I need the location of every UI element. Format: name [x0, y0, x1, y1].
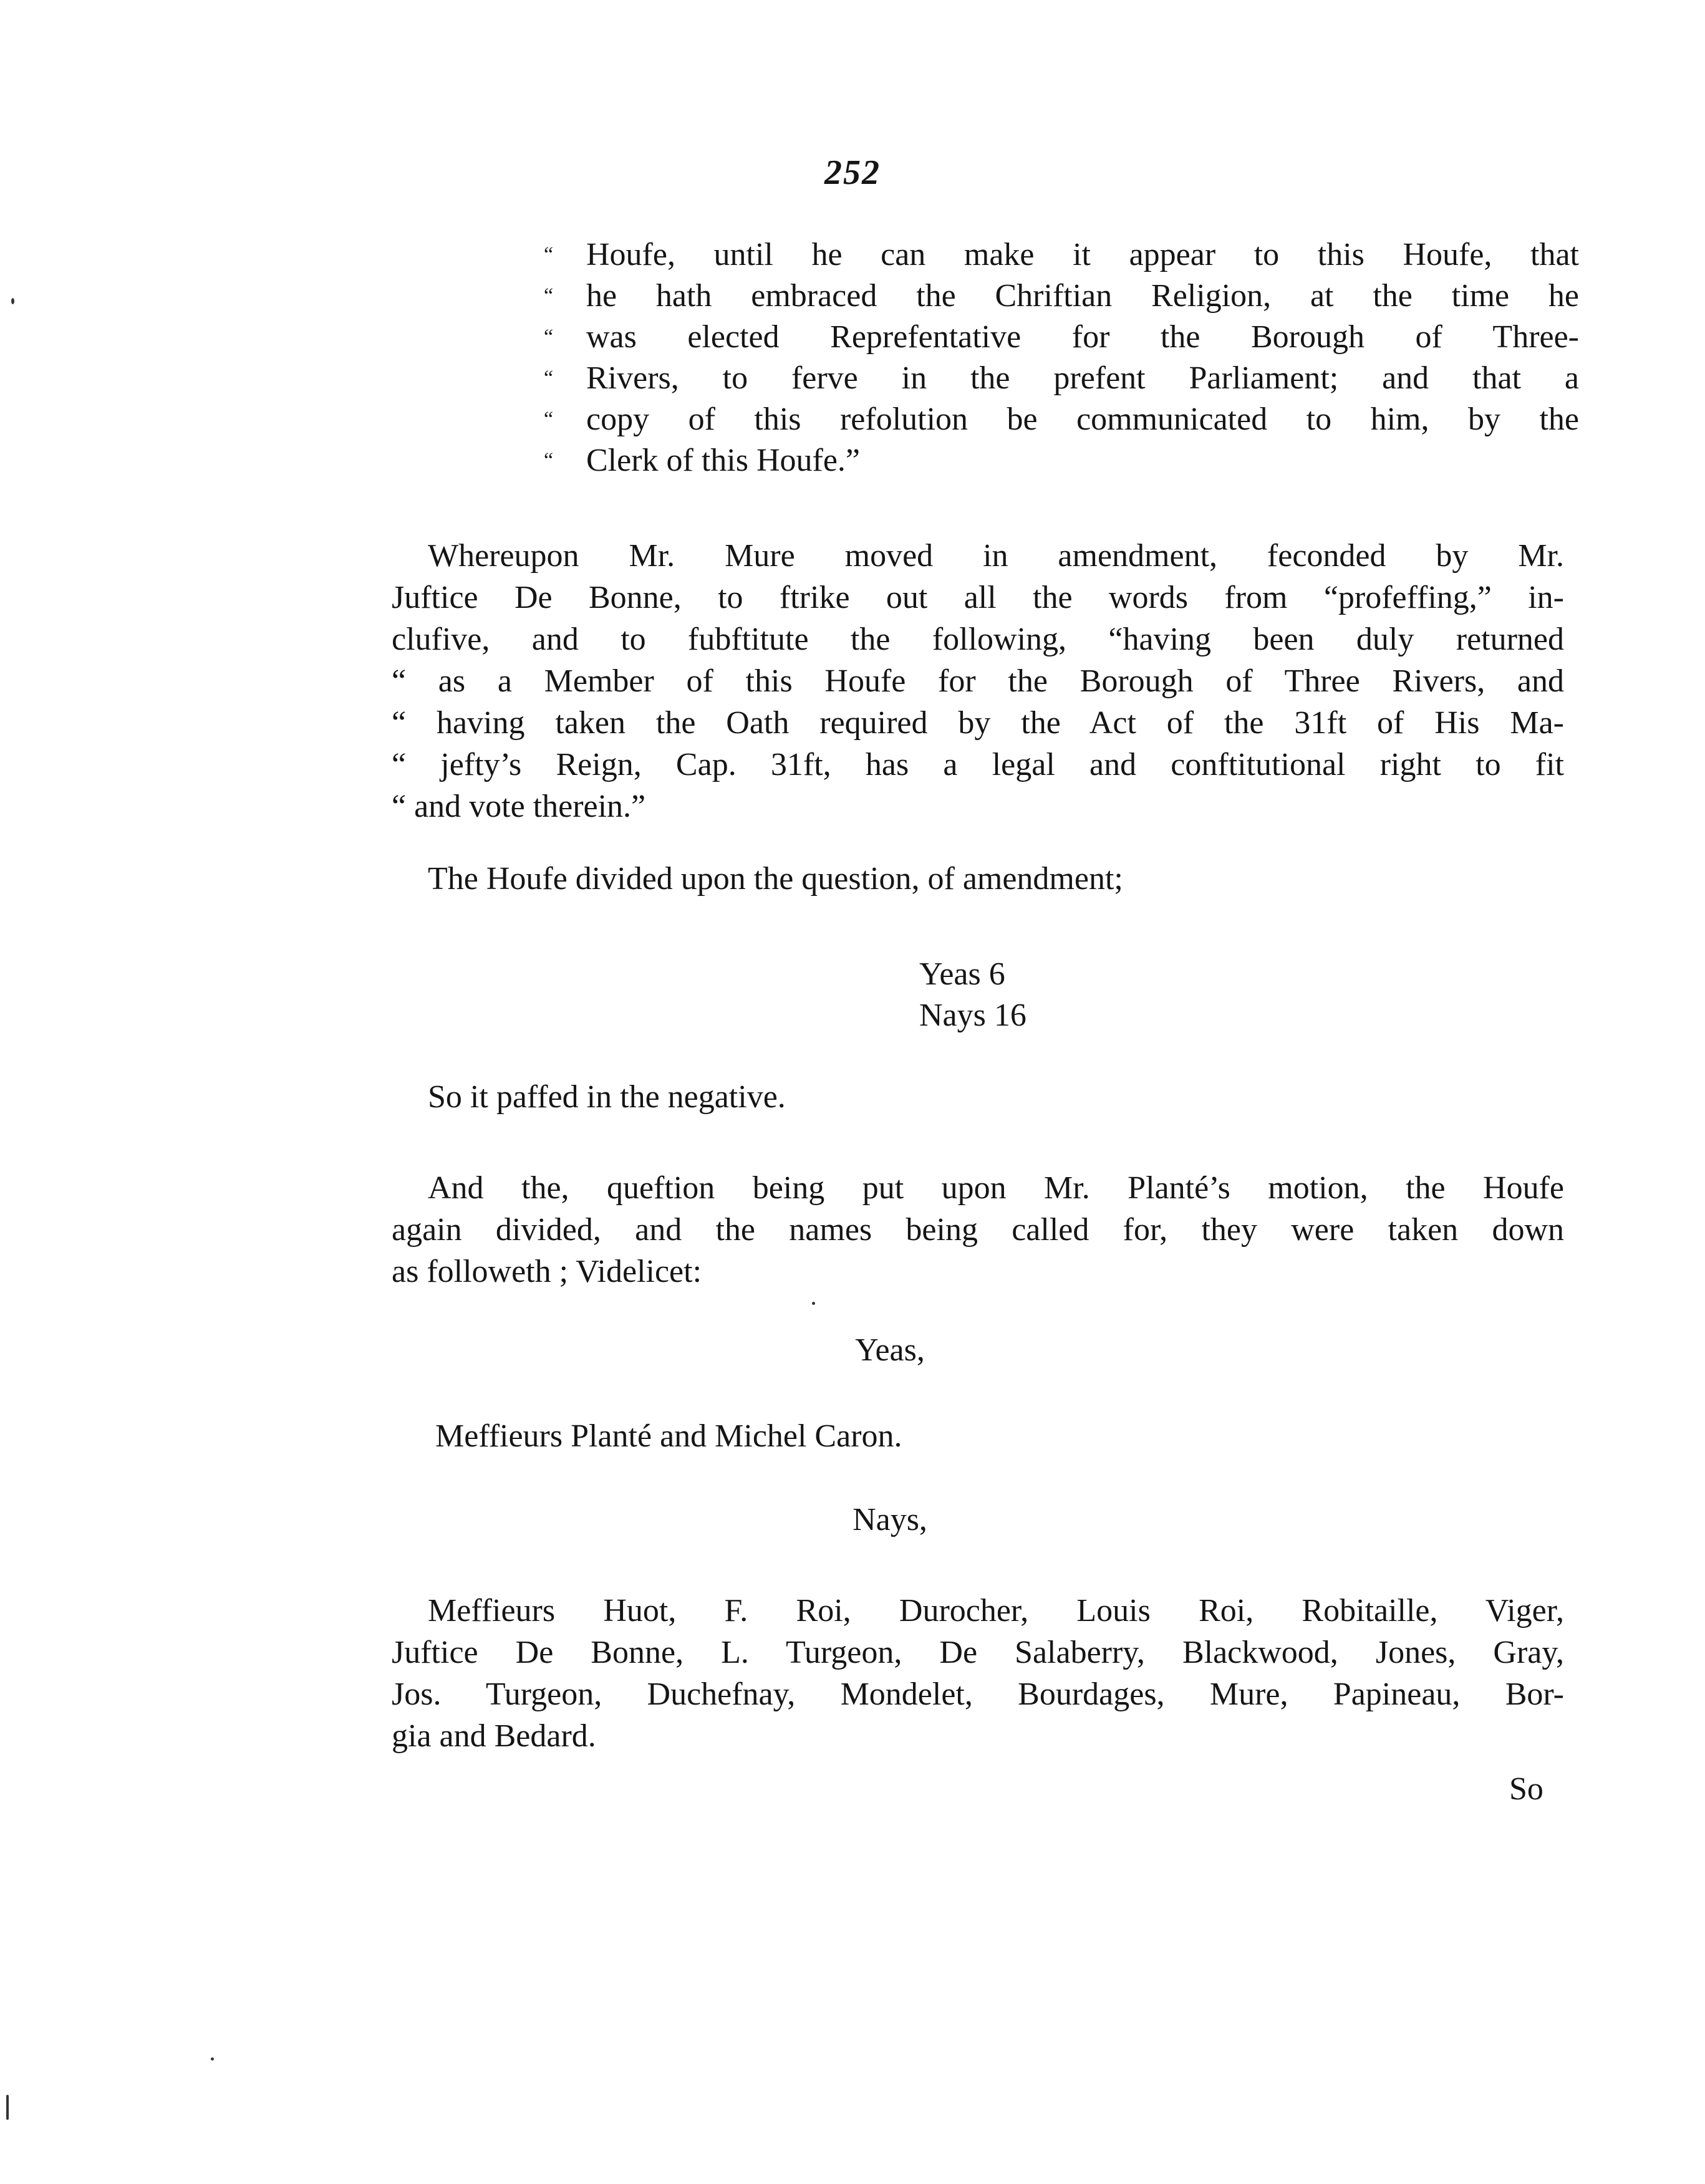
nays-names — [392, 1590, 1564, 1757]
paragraph-line: Jos. Turgeon, Duchefnay, Mondelet, Bourdages, Mure, Papineau, Bor- — [392, 1676, 1564, 1712]
quote-line: “ copy of this refolution be communicated to him, by the — [544, 399, 1579, 440]
quote-mark: “ — [544, 367, 554, 390]
page-number: 252 — [824, 153, 881, 192]
paragraph-line: Juftice De Bonne, L. Turgeon, De Salaberry, Blackwood, Jones, Gray, — [392, 1635, 1564, 1670]
amendment-paragraph — [392, 535, 1564, 827]
quote-line: “ Rivers, to ferve in the prefent Parliament; and that a — [544, 358, 1579, 399]
scan-speck — [6, 2095, 9, 2120]
quote-mark: “ — [544, 243, 554, 266]
paragraph-line: as followeth ; Videlicet: — [392, 1254, 702, 1289]
quote-line: “ Clerk of this Houfe.” — [544, 440, 1579, 481]
quote-mark: “ — [544, 325, 554, 349]
paragraph-line: “ having taken the Oath required by the Act of the 31ft of His Ma- — [392, 705, 1564, 741]
paragraph-line: “ jefty’s Reign, Cap. 31ft, has a legal and conftitutional right to fit — [392, 747, 1564, 782]
nays-count: Nays 16 — [919, 998, 1026, 1033]
quote-mark: “ — [544, 284, 554, 307]
quote-mark: “ — [544, 408, 554, 431]
yeas-heading: Yeas, — [855, 1332, 925, 1368]
division-result: So it paffed in the negative. — [428, 1079, 786, 1115]
division-statement: The Houfe divided upon the question, of amendment; — [428, 861, 1123, 897]
yeas-names: Meffieurs Planté and Michel Caron. — [435, 1418, 902, 1454]
quote-line: “ Houfe, until he can make it appear to this Houfe, that — [544, 234, 1579, 276]
scan-speck — [812, 1302, 815, 1305]
paragraph-line: Juftice De Bonne, to ftrike out all the words from “profeffing,” in- — [392, 580, 1564, 615]
yeas-count: Yeas 6 — [919, 956, 1005, 992]
main-question-paragraph — [392, 1167, 1564, 1292]
nays-heading: Nays, — [853, 1502, 927, 1537]
paragraph-line: And the, queftion being put upon Mr. Planté’s motion, the Houfe — [428, 1170, 1564, 1206]
paragraph-line: “ and vote therein.” — [392, 789, 646, 824]
paragraph-line: clufive, and to fubftitute the following, “having been duly returned — [392, 622, 1564, 657]
quote-line: “ he hath embraced the Chriftian Religion, at the time he — [544, 276, 1579, 317]
paragraph-line: “ as a Member of this Houfe for the Borough of Three Rivers, and — [392, 663, 1564, 699]
paragraph-line: gia and Bedard. — [392, 1718, 596, 1754]
scan-speck — [211, 2057, 214, 2061]
paragraph-line: again divided, and the names being called for, they were taken down — [392, 1212, 1564, 1248]
quote-mark: “ — [544, 449, 554, 472]
paragraph-line: Meffieurs Huot, F. Roi, Durocher, Louis Roi, Robitaille, Viger, — [428, 1593, 1564, 1628]
catchword: So — [1509, 1771, 1543, 1807]
quoted-resolution — [544, 234, 1579, 481]
scan-speck — [11, 298, 14, 304]
quote-line: “ was elected Reprefentative for the Borough of Three- — [544, 317, 1579, 358]
paragraph-line: Whereupon Mr. Mure moved in amendment, feconded by Mr. — [428, 538, 1564, 574]
